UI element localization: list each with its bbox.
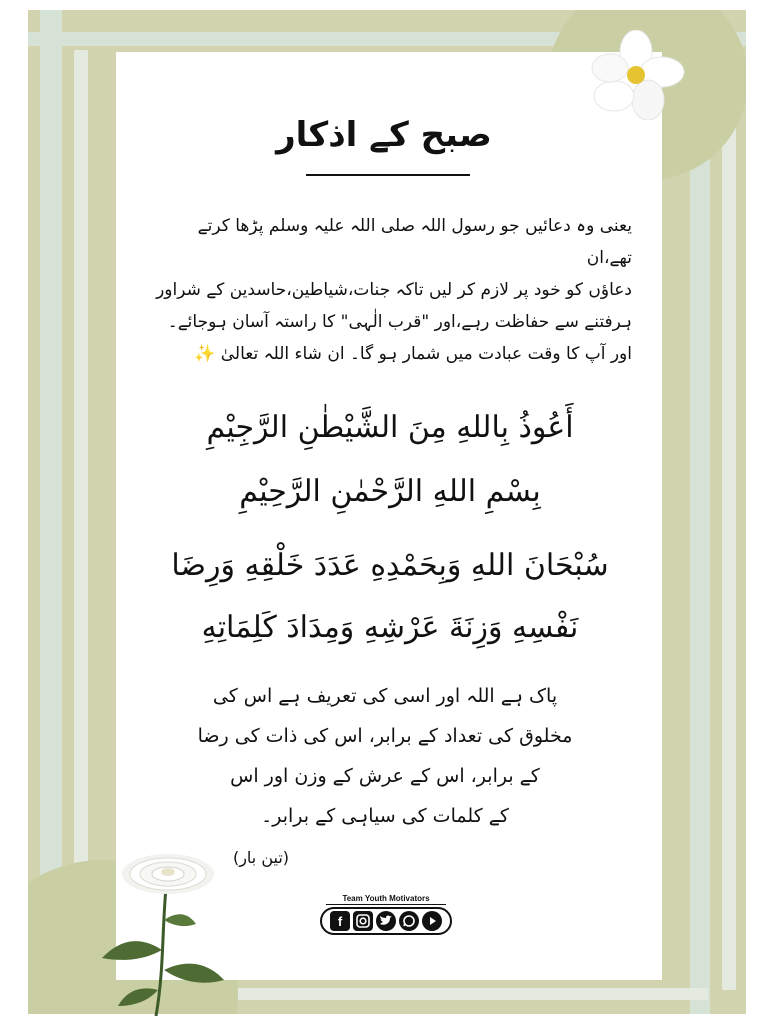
youtube-icon[interactable] xyxy=(422,911,442,931)
basmala-verse: بِسْمِ اللهِ الرَّحْمٰنِ الرَّحِيْمِ xyxy=(239,474,541,509)
instagram-icon[interactable] xyxy=(353,911,373,931)
intro-line xyxy=(150,338,632,370)
translation-line: پاک ہے اللہ اور اسی کی تعریف ہے اس کی xyxy=(212,685,558,707)
intro-line: دعاؤں کو خود پر لازم کر لیں تاکہ جنات،شیاطین،حاسدین کے شراور xyxy=(156,280,632,300)
frame-strip xyxy=(722,70,736,990)
brand-name: Team Youth Motivators xyxy=(326,894,446,905)
whatsapp-icon[interactable] xyxy=(399,911,419,931)
translation-line: مخلوق کی تعداد کے برابر، اس کی ذات کی رضا xyxy=(197,725,573,747)
dhikr-verse-line: سُبْحَانَ اللهِ وَبِحَمْدِهِ عَدَدَ خَلْقِهِ وَرِضَا xyxy=(171,548,609,583)
intro-line-text: اور آپ کا وقت عبادت میں شمار ہو گا۔ ان شاء اللہ تعالیٰ xyxy=(220,344,632,364)
frame-strip xyxy=(40,10,62,1014)
page-title: صبح کے اذکار xyxy=(276,115,492,155)
title-underline xyxy=(306,174,470,176)
chrysanthemum-flower-icon xyxy=(84,840,244,1016)
white-flower-icon xyxy=(586,30,686,120)
repeat-note: (تین بار) xyxy=(232,848,290,867)
intro-paragraph xyxy=(150,210,632,370)
translation-line: کے برابر، اس کے عرش کے وزن اور اس xyxy=(230,765,540,787)
intro-line: ہرفتنے سے حفاظت رہے،اور "قرب الٰہی" کا راستہ آسان ہوجائے۔ xyxy=(167,312,632,332)
dhikr-verse-line: نَفْسِهِ وَزِنَةَ عَرْشِهِ وَمِدَادَ كَلِمَاتِهِ xyxy=(201,610,579,645)
intro-line: یعنی وہ دعائیں جو رسول اللہ صلی اللہ علیہ وسلم پڑھا کرتے تھے،ان xyxy=(197,216,632,268)
translation-line: کے کلمات کی سیاہی کے برابر۔ xyxy=(261,805,509,827)
sparkle-icon: ✨ xyxy=(194,344,216,364)
social-icons xyxy=(320,907,452,935)
twitter-icon[interactable] xyxy=(376,911,396,931)
brand-footer xyxy=(318,894,454,935)
taawwudh-verse: أَعُوذُ بِاللهِ مِنَ الشَّيْطٰنِ الرَّجِيْمِ xyxy=(206,410,574,445)
facebook-icon[interactable]: f xyxy=(330,911,350,931)
translation-paragraph xyxy=(190,676,580,836)
